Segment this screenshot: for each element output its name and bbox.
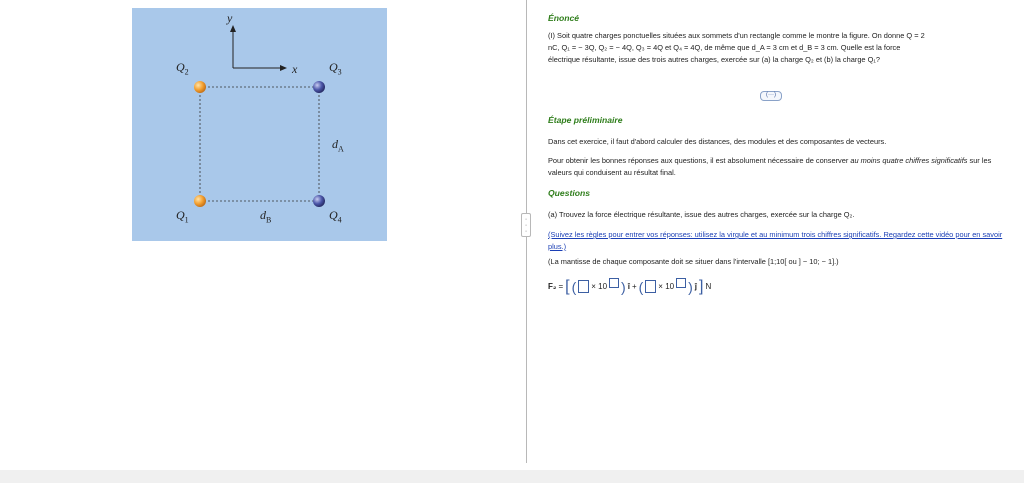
x-axis-label: x [292, 62, 298, 76]
j-hat: ĵ [694, 281, 697, 291]
times10-j: × 10 [658, 281, 675, 291]
label-q2: $Q_2$ [176, 60, 189, 77]
right-paren-i: ) [621, 278, 626, 295]
force-vector-label: F₂ [548, 281, 557, 291]
bottom-bar [0, 470, 1024, 483]
enonce-line-1: (I) Soit quatre charges ponctuelles situées aux sommets d'un rectangle comme le montre la figure. On donne Q = 2 [548, 31, 925, 40]
label-dB: $d_B$ [260, 208, 272, 225]
charge-q3-sphere [313, 81, 325, 93]
unit-label: N [705, 281, 712, 291]
rectangle-charges-figure [132, 8, 387, 241]
sigfig-text: Pour obtenir les bonnes réponses aux questions, il est absolument nécessaire de conserver au moins quatre chiffres significatifs sur les valeurs qui conduisent au résultat final. [548, 156, 992, 177]
figure-drawing [132, 8, 387, 241]
right-paren-j: ) [688, 278, 693, 295]
left-paren-j: ( [638, 278, 644, 295]
charge-q2-sphere [194, 81, 206, 93]
rules-link[interactable]: (Suivez les règles pour entrer vos réponses: utilisez la virgule et au minimum trois chiffres significatifs. Regardez cette vidéo pour en savoir plus.) [548, 230, 1003, 251]
charge-q1-sphere [194, 195, 206, 207]
figure-pane [0, 0, 526, 463]
right-bracket: ] [699, 277, 704, 295]
splitter-handle[interactable]: · · · [521, 213, 531, 237]
exponent-i-input[interactable] [609, 278, 619, 288]
enonce-line-2: nC, Q₁ = − 3Q, Q₂ = − 4Q, Q₃ = 4Q et Q₄ = 4Q, de même que d_A = 3 cm et d_B = 3 cm. Quelle est la force [548, 43, 901, 52]
charge-q4-sphere [313, 195, 325, 207]
i-hat: î [627, 281, 630, 291]
label-dA: $d_A$ [332, 137, 344, 154]
times10-i: × 10 [591, 281, 608, 291]
prelim-text: Dans cet exercice, il faut d'abord calculer des distances, des modules et des composantes de vecteurs. [548, 137, 887, 146]
plus-sign: + [631, 281, 637, 291]
label-q4: $Q_4$ [329, 208, 342, 225]
y-axis-arrow [230, 25, 236, 32]
label-q3: $Q_3$ [329, 60, 342, 77]
answer-row [548, 277, 712, 295]
label-q1: $Q_1$ [176, 208, 189, 225]
exponent-j-input[interactable] [676, 278, 686, 288]
equals-sign: = [558, 281, 564, 291]
x-axis-arrow [280, 65, 287, 71]
mantissa-i-input[interactable] [578, 280, 589, 293]
more-button[interactable]: (···) [760, 91, 782, 101]
enonce-line-3: électrique résultante, issue des trois autres charges, exercée sur (a) la charge Q₂ et (b) la charge Q₁? [548, 55, 880, 64]
y-axis-label: y [227, 11, 233, 25]
question-a-text: (a) Trouvez la force électrique résultante, issue des autres charges, exercée sur la charge Q₂. [548, 210, 855, 219]
enonce-heading: Énoncé [548, 13, 580, 23]
left-paren-i: ( [571, 278, 577, 295]
mantissa-text: (La mantisse de chaque composante doit se situer dans l'intervalle [1;10[ ou ] − 10; − 1].) [548, 257, 839, 266]
enonce-text [548, 30, 1010, 66]
mantissa-j-input[interactable] [645, 280, 656, 293]
prelim-heading: Étape préliminaire [548, 115, 623, 125]
questions-heading: Questions [548, 188, 591, 198]
left-bracket: [ [565, 277, 570, 295]
